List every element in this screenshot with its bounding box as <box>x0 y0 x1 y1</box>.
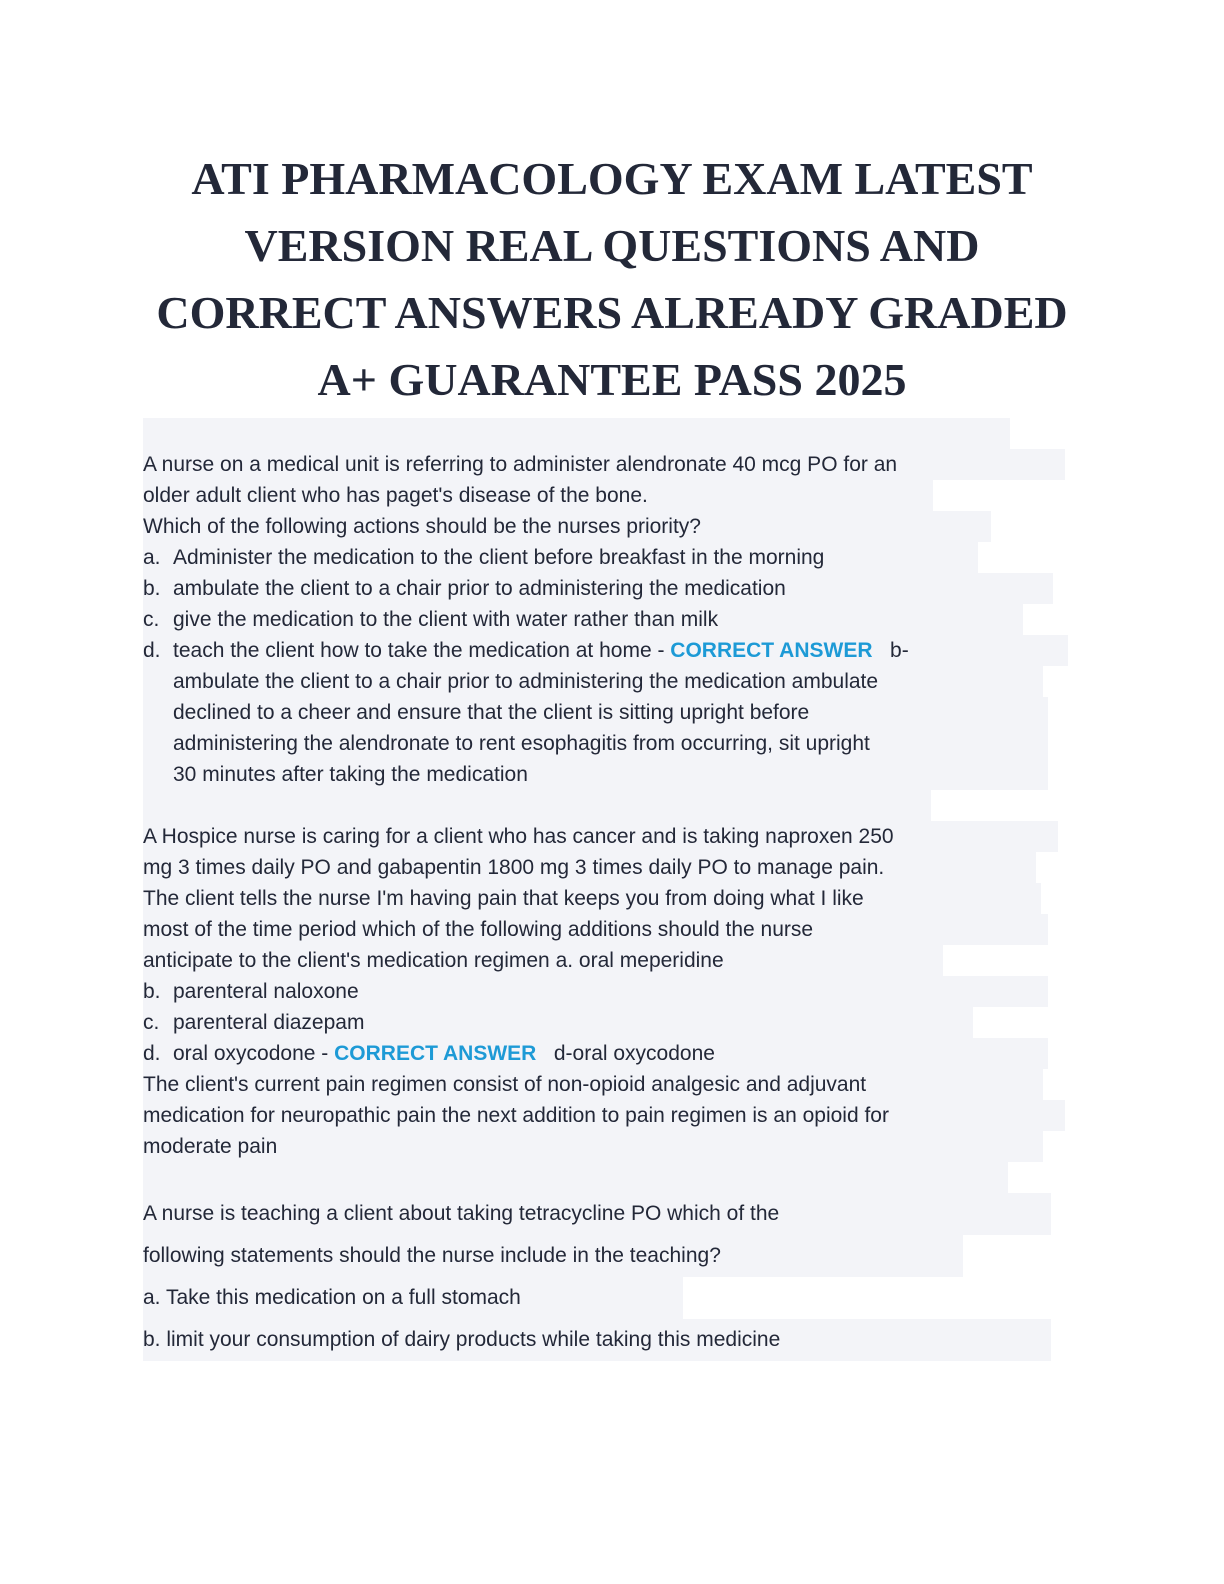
q2-stem-line: A Hospice nurse is caring for a client who has cancer and is taking naproxen 250 <box>143 821 1068 852</box>
q2-rationale: The client's current pain regimen consist of non-opioid analgesic and adjuvant <box>143 1069 1068 1100</box>
question-1 <box>143 449 1068 790</box>
correct-answer-label: CORRECT ANSWER <box>670 639 873 662</box>
q1-option-a: a. Administer the medication to the client before breakfast in the morning <box>143 542 1068 573</box>
q2-stem-line: anticipate to the client's medication regimen a. oral meperidine <box>143 945 1068 976</box>
q2-option-c: c. parenteral diazepam <box>143 1007 1068 1038</box>
q1-rationale: administering the alendronate to rent esophagitis from occurring, sit upright <box>143 728 1068 759</box>
q3-option-b: b. limit your consumption of dairy products while taking this medicine <box>143 1319 1068 1361</box>
q1-rationale: 30 minutes after taking the medication <box>143 759 1068 790</box>
question-2 <box>143 821 1068 1162</box>
q1-option-c: c. give the medication to the client with water rather than milk <box>143 604 1068 635</box>
q2-stem-line: The client tells the nurse I'm having pain that keeps you from doing what I like <box>143 883 1068 914</box>
q3-stem-line: following statements should the nurse include in the teaching? <box>143 1235 1068 1277</box>
document-title <box>120 145 1104 413</box>
q2-stem-line: mg 3 times daily PO and gabapentin 1800 mg 3 times daily PO to manage pain. <box>143 852 1068 883</box>
q3-option-a: a. Take this medication on a full stomach <box>143 1277 1068 1319</box>
q1-rationale: declined to a cheer and ensure that the client is sitting upright before <box>143 697 1068 728</box>
q1-stem-line: older adult client who has paget's disease of the bone. <box>143 480 1068 511</box>
q2-rationale: medication for neuropathic pain the next addition to pain regimen is an opioid for <box>143 1100 1068 1131</box>
q1-stem-line: Which of the following actions should be the nurses priority? <box>143 511 1068 542</box>
q2-rationale: moderate pain <box>143 1131 1068 1162</box>
q2-stem-line: most of the time period which of the following additions should the nurse <box>143 914 1068 945</box>
title-line-3: CORRECT ANSWERS ALREADY GRADED <box>156 287 1068 338</box>
q1-rationale: ambulate the client to a chair prior to administering the medication ambulate <box>143 666 1068 697</box>
title-line-1: ATI PHARMACOLOGY EXAM LATEST <box>191 153 1033 204</box>
spacer <box>143 1162 1068 1193</box>
q1-option-d: d. teach the client how to take the medication at home - CORRECT ANSWER b- <box>143 635 1068 666</box>
spacer <box>143 790 1068 821</box>
q1-option-b: b. ambulate the client to a chair prior to administering the medication <box>143 573 1068 604</box>
title-line-2: VERSION REAL QUESTIONS AND <box>244 220 980 271</box>
document-body <box>143 418 1068 1361</box>
question-3 <box>143 1193 1068 1361</box>
q1-stem-line: A nurse on a medical unit is referring to administer alendronate 40 mcg PO for an <box>143 449 1068 480</box>
q2-option-b: b. parenteral naloxone <box>143 976 1068 1007</box>
correct-answer-label: CORRECT ANSWER <box>334 1042 537 1065</box>
q3-stem-line: A nurse is teaching a client about taking tetracycline PO which of the <box>143 1193 1068 1235</box>
spacer <box>143 418 1068 449</box>
q2-option-d: d. oral oxycodone - CORRECT ANSWER d-oral oxycodone <box>143 1038 1068 1069</box>
title-line-4: A+ GUARANTEE PASS 2025 <box>317 354 907 405</box>
